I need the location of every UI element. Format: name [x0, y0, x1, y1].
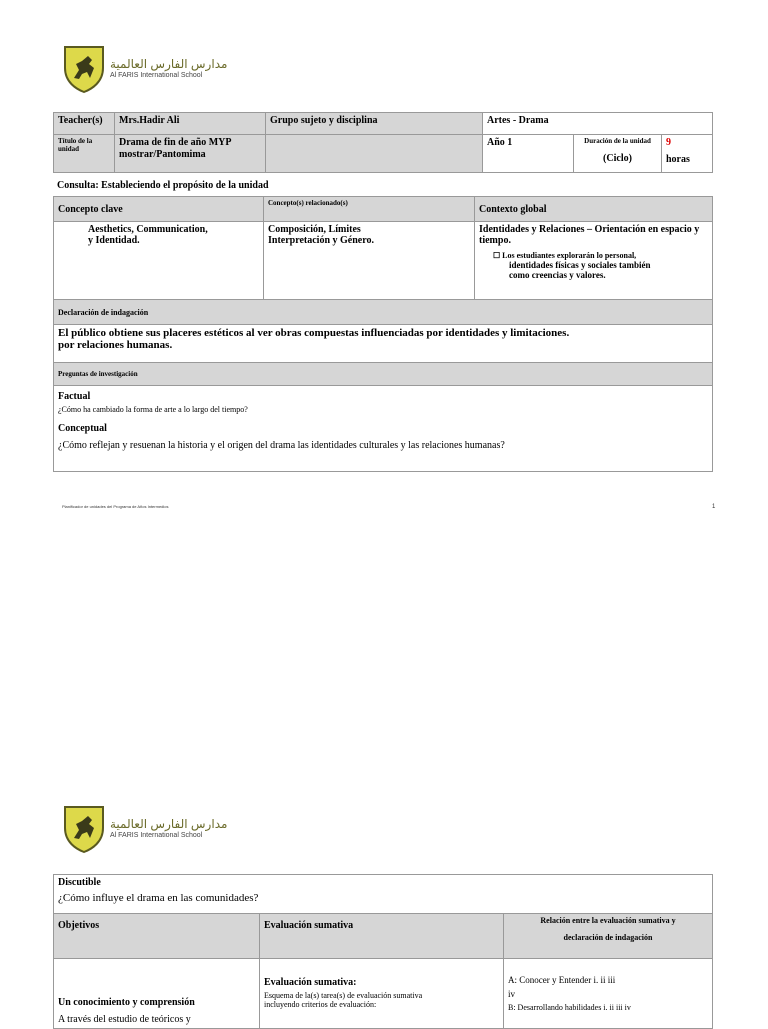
- global-context-bullet: [479, 251, 708, 280]
- year-value: Año 1: [483, 135, 574, 173]
- global-context-bullet-line3: como creencias y valores.: [509, 270, 606, 280]
- conceptual-label: Conceptual: [58, 423, 107, 434]
- criterion-a-line1: A: Conocer y Entender i. ii iii: [508, 975, 616, 985]
- subject-group-value: Artes - Drama: [483, 113, 713, 135]
- criterion-b: B: Desarrollando habilidades i. ii iii iv: [508, 1003, 631, 1012]
- questions-body: [54, 386, 713, 472]
- objective-heading: Un conocimiento y comprensión: [58, 997, 195, 1008]
- relationship-label: [504, 914, 713, 959]
- teacher-value: Mrs.Hadir Ali: [115, 113, 266, 135]
- school-name-english: Al FARIS International School: [110, 72, 203, 79]
- summative-line2: incluyendo criterios de evaluación:: [264, 1000, 377, 1009]
- unit-title-blank: [266, 135, 483, 173]
- school-logo-page2: [62, 804, 227, 854]
- global-context-bullet-line2: identidades físicas y sociales también: [509, 260, 651, 270]
- inquiry-table: [53, 196, 713, 472]
- summative-cell: [260, 959, 504, 1029]
- duration-number: 9: [666, 137, 671, 148]
- global-context-text: Identidades y Relaciones – Orientación en espacio y tiempo.: [479, 224, 700, 246]
- summative-line1: Esquema de la(s) tarea(s) de evaluación sumativa: [264, 991, 423, 1000]
- summative-heading: Evaluación sumativa:: [264, 977, 357, 988]
- related-concepts-line1: Composición, Límites: [268, 224, 361, 235]
- statement-line1: El público obtiene sus placeres estéticos al ver obras compuestas influenciadas por identidades y limitaciones.: [58, 327, 570, 339]
- factual-question: ¿Cómo ha cambiado la forma de arte a lo largo del tiempo?: [58, 405, 248, 414]
- unit-title-value: Drama de fin de año MYP mostrar/Pantomima: [115, 135, 266, 173]
- school-name-arabic: مدارس الفارس العالمية: [110, 817, 228, 831]
- objective-cell: [54, 959, 260, 1029]
- factual-label: Factual: [58, 391, 91, 402]
- debatable-label: Discutible: [58, 877, 101, 888]
- statement-line2: por relaciones humanas.: [58, 339, 173, 351]
- conceptual-question: ¿Cómo reflejan y resuenan la historia y el origen del drama las identidades culturales y las relaciones humanas?: [58, 440, 505, 451]
- statement-label: Declaración de indagación: [54, 300, 713, 325]
- school-crest-icon: [62, 804, 106, 854]
- key-concept-line2: y Identidad.: [88, 235, 140, 246]
- statement-value: [54, 325, 713, 363]
- unit-title-label: Título de la unidad: [54, 135, 115, 173]
- key-concept-label: Concepto clave: [54, 197, 264, 222]
- school-crest-icon: [62, 44, 106, 94]
- relationship-label-line2: declaración de indagación: [563, 933, 653, 942]
- duration-label: Duración de la unidad: [584, 137, 651, 145]
- summative-label: Evaluación sumativa: [260, 914, 504, 959]
- subject-group-label: Grupo sujeto y disciplina: [266, 113, 483, 135]
- related-concepts-line2: Interpretación y Género.: [268, 235, 375, 246]
- objective-text: A través del estudio de teóricos y: [58, 1014, 191, 1025]
- school-name-english: Al FARIS International School: [110, 832, 203, 839]
- global-context-bullet-line1: Los estudiantes explorarán lo personal,: [502, 251, 637, 260]
- duration-hours-cell: [662, 135, 713, 173]
- questions-label: Preguntas de investigación: [54, 363, 713, 386]
- page-number: 1: [712, 504, 716, 510]
- footer-text: Planificador de unidades del Programa de Años Intermedios: [62, 504, 169, 509]
- criteria-cell: [504, 959, 713, 1029]
- key-concept-line1: Aesthetics, Communication,: [88, 224, 208, 235]
- debatable-cell: [54, 875, 713, 914]
- duration-cycle: (Ciclo): [603, 153, 632, 164]
- related-concepts-label: Concepto(s) relacionado(s): [264, 197, 475, 222]
- school-name-arabic: مدارس الفارس العالمية: [110, 57, 228, 71]
- teacher-label: Teacher(s): [54, 113, 115, 135]
- related-concepts-value: [264, 222, 475, 300]
- bullet-box-icon: ☐: [493, 251, 503, 260]
- planning-table: [53, 874, 713, 1029]
- school-logo: [62, 44, 227, 94]
- unit-header-table: [53, 112, 713, 173]
- key-concept-value: [54, 222, 264, 300]
- inquiry-heading: Consulta: Estableciendo el propósito de la unidad: [57, 180, 269, 191]
- duration-cell: [574, 135, 662, 173]
- debatable-question: ¿Cómo influye el drama en las comunidades?: [58, 892, 259, 904]
- relationship-label-line1: Relación entre la evaluación sumativa y: [540, 916, 676, 925]
- global-context-value: [475, 222, 713, 300]
- duration-unit: horas: [666, 154, 690, 165]
- criterion-a-line2: iv: [508, 989, 516, 999]
- global-context-label: Contexto global: [475, 197, 713, 222]
- objectives-label: Objetivos: [54, 914, 260, 959]
